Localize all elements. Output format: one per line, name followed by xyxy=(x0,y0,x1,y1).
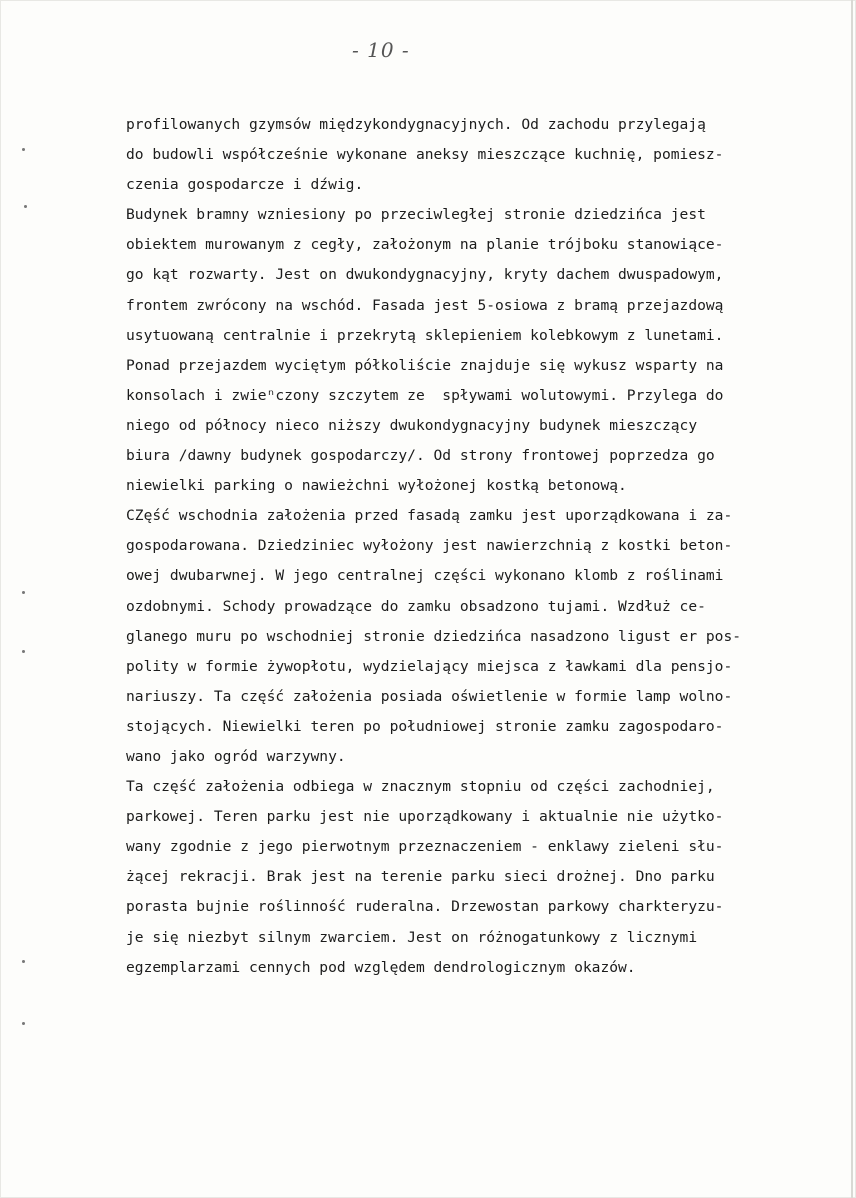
text-line: czenia gospodarcze i dźwig. xyxy=(126,176,364,194)
text-line: żącej rekracji. Brak jest na terenie parku sieci drożnej. Dno parku xyxy=(126,868,715,886)
scan-mark xyxy=(22,591,25,594)
page-number: - 10 - xyxy=(352,38,410,62)
text-line: frontem zwrócony na wschód. Fasada jest 5-osiowa z bramą przejazdową xyxy=(126,296,724,314)
text-line: wany zgodnie z jego pierwotnym przeznaczeniem - enklawy zieleni słu- xyxy=(126,838,724,856)
text-line: ozdobnymi. Schody prowadzące do zamku obsadzono tujami. Wzdłuż ce- xyxy=(126,597,706,615)
scan-mark xyxy=(22,1022,25,1025)
text-line: parkowej. Teren parku jest nie uporządkowany i aktualnie nie użytko- xyxy=(126,808,724,826)
text-line: wano jako ogród warzywny. xyxy=(126,747,346,765)
text-line: niego od północy nieco niższy dwukondygnacyjny budynek mieszczący xyxy=(126,416,698,434)
text-line: biura /dawny budynek gospodarczy/. Od strony frontowej poprzedza go xyxy=(126,447,715,465)
text-line: nariuszy. Ta część założenia posiada oświetlenie w formie lamp wolno- xyxy=(126,687,733,705)
text-line: go kąt rozwarty. Jest on dwukondygnacyjny, kryty dachem dwuspadowym, xyxy=(126,266,724,284)
text-line: profilowanych gzymsów międzykondygnacyjnych. Od zachodu przylegają xyxy=(126,116,706,133)
text-line: porasta bujnie roślinność ruderalna. Drzewostan parkowy charkteryzu- xyxy=(126,898,724,916)
text-line: stojących. Niewielki teren po południowej stronie zamku zagospodaro- xyxy=(126,717,724,735)
scan-mark xyxy=(24,205,27,208)
scan-mark xyxy=(22,148,25,151)
text-line: egzemplarzami cennych pod względem dendrologicznym okazów. xyxy=(126,958,636,976)
text-line: obiektem murowanym z cegły, założonym na planie trójboku stanowiące- xyxy=(126,236,724,254)
scan-mark xyxy=(22,960,25,963)
text-line: glanego muru po wschodniej stronie dziedzińca nasadzono ligust er pos- xyxy=(126,627,742,645)
text-line: usytuowaną centralnie i przekrytą sklepieniem kolebkowym z lunetami. xyxy=(126,326,724,344)
text-line: Budynek bramny wzniesiony po przeciwległej stronie dziedzińca jest xyxy=(126,206,706,224)
text-line: do budowli współcześnie wykonane aneksy mieszczące kuchnię, pomiesz- xyxy=(126,146,724,164)
text-line: owej dwubarwnej. W jego centralnej części wykonano klomb z roślinami xyxy=(126,567,724,585)
text-line: Ta część założenia odbiega w znacznym stopniu od części zachodniej, xyxy=(126,778,715,796)
scan-mark xyxy=(22,650,25,653)
text-line: Ponad przejazdem wyciętym półkoliście znajduje się wykusz wsparty na xyxy=(126,356,724,374)
text-line: je się niezbyt silnym zwarciem. Jest on różnogatunkowy z licznymi xyxy=(126,928,698,946)
body-text xyxy=(126,110,842,983)
page-edge xyxy=(851,0,853,1198)
text-line: polity w formie żywopłotu, wydzielający miejsca z ławkami dla pensjo- xyxy=(126,657,733,675)
text-line: niewielki parking o nawieżchni wyłożonej kostką betonową. xyxy=(126,477,627,495)
text-line: konsolach i zwieⁿczony szczytem ze spływami wolutowymi. Przylega do xyxy=(126,386,724,404)
text-line: gospodarowana. Dziedziniec wyłożony jest nawierzchnią z kostki beton- xyxy=(126,537,733,555)
text-line: CZęść wschodnia założenia przed fasadą zamku jest uporządkowana i za- xyxy=(126,507,733,525)
